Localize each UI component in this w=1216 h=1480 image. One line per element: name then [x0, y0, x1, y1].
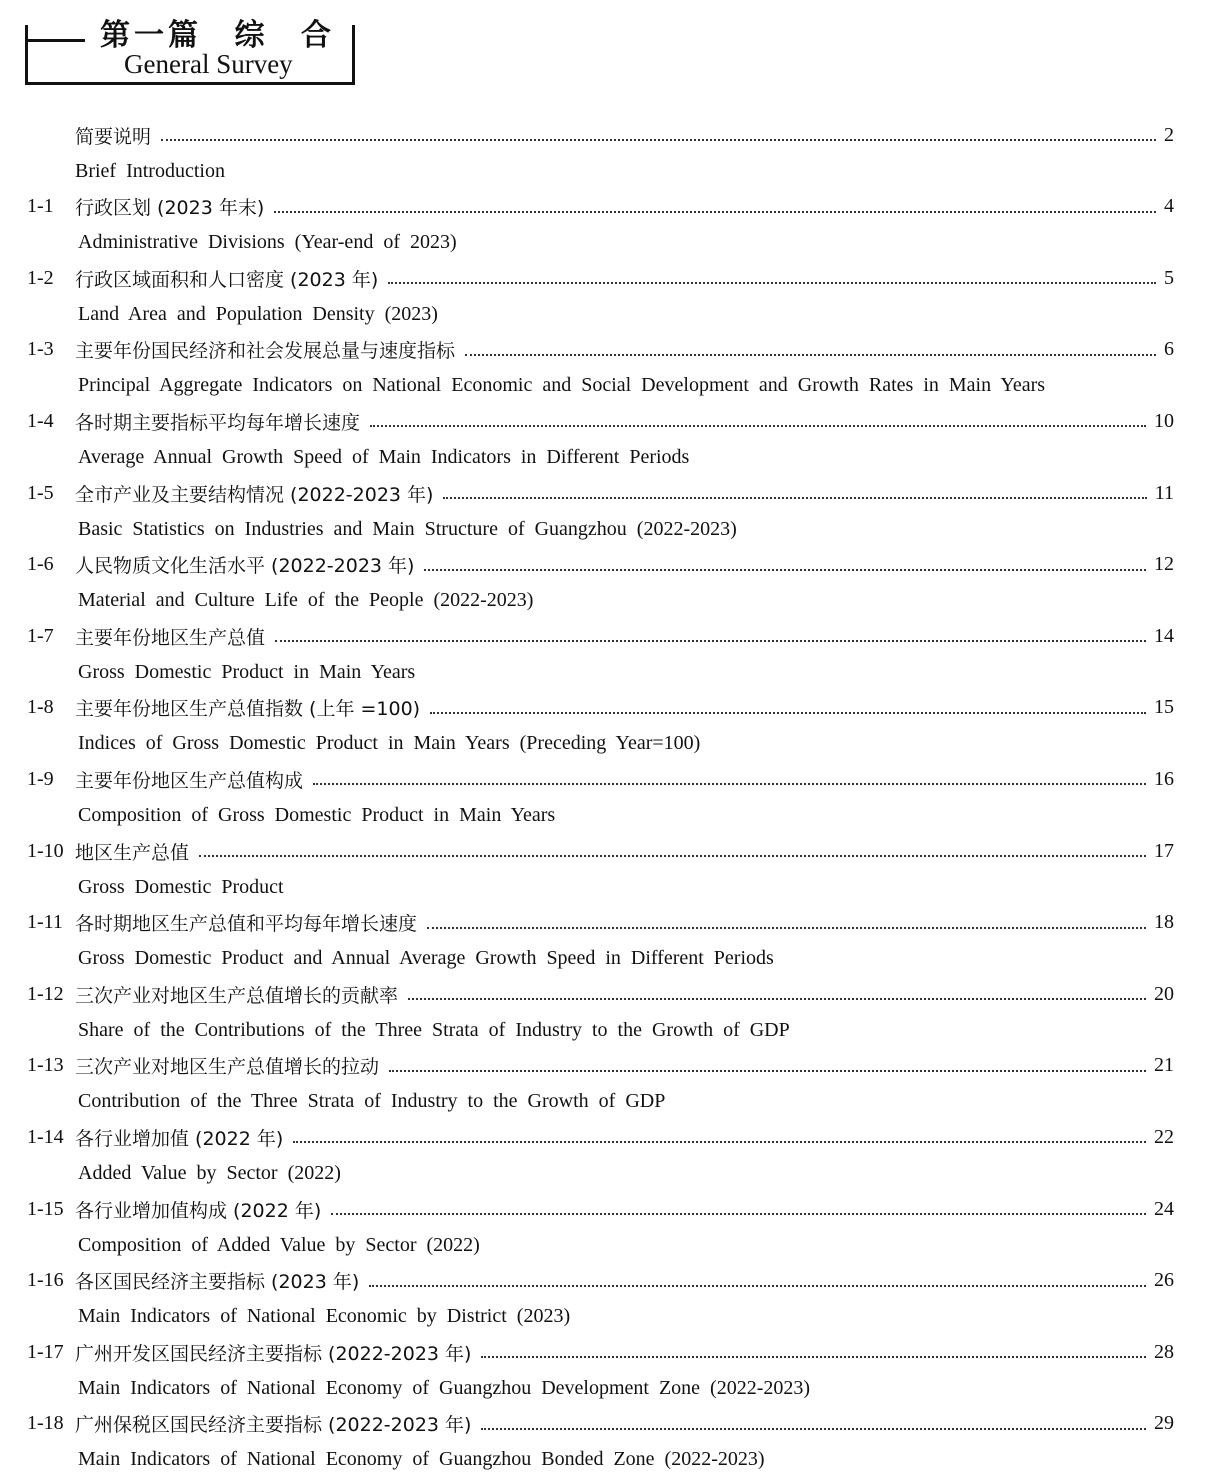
dot-leader — [331, 1211, 1146, 1215]
dot-leader — [481, 1354, 1146, 1358]
toc-entry-title-en: Indices of Gross Domestic Product in Main Years (Preceding Year=100) — [78, 732, 701, 755]
toc-entry[interactable] — [0, 1263, 1216, 1299]
toc-entry-title-en: Material and Culture Life of the People (2022-2023) — [78, 589, 534, 612]
toc-entry[interactable] — [0, 1334, 1216, 1370]
toc-entry-page: 4 — [1164, 195, 1174, 218]
toc-entry-title-cn: 各区国民经济主要指标 (2023 年) — [75, 1271, 360, 1294]
toc-entry-english-row — [0, 869, 1216, 905]
toc-entry-title-cn: 各行业增加值构成 (2022 年) — [75, 1199, 322, 1222]
toc-entry[interactable] — [0, 189, 1216, 225]
toc-entry-page: 24 — [1154, 1197, 1174, 1220]
toc-entry-english-row — [0, 1155, 1216, 1191]
toc-entry-number: 1-18 — [27, 1412, 64, 1435]
dot-leader — [481, 1426, 1146, 1430]
dot-leader — [465, 352, 1156, 356]
toc-entry-english-row — [0, 1227, 1216, 1263]
dot-leader — [313, 781, 1146, 785]
toc-entry[interactable] — [0, 1406, 1216, 1442]
toc-entry-title-cn: 简要说明 — [75, 125, 152, 148]
toc-entry-page: 20 — [1154, 982, 1174, 1005]
toc-entry-page: 18 — [1154, 911, 1174, 934]
toc-entry-title-cn: 三次产业对地区生产总值增长的贡献率 — [75, 984, 399, 1007]
toc-entry-page: 11 — [1154, 481, 1174, 504]
toc-entry-title-cn: 广州保税区国民经济主要指标 (2022-2023 年) — [75, 1414, 472, 1437]
toc-entry[interactable] — [0, 403, 1216, 439]
dot-leader — [370, 423, 1146, 427]
toc-entry-number: 1-7 — [27, 624, 54, 647]
toc-entry-page: 15 — [1154, 696, 1174, 719]
toc-entry-title-en: Brief Introduction — [75, 159, 225, 182]
toc-entry[interactable] — [0, 260, 1216, 296]
toc-entry-title-cn: 全市产业及主要结构情况 (2022-2023 年) — [75, 483, 434, 506]
toc-entry-page: 10 — [1154, 409, 1174, 432]
toc-entry-number: 1-12 — [27, 982, 64, 1005]
toc-entry-title-cn: 广州开发区国民经济主要指标 (2022-2023 年) — [75, 1342, 472, 1365]
toc-entry-title-cn: 主要年份地区生产总值指数 (上年 =100) — [75, 698, 421, 721]
toc-entry[interactable] — [0, 690, 1216, 726]
toc-entry-title-cn: 主要年份地区生产总值构成 — [75, 769, 304, 792]
toc-entry-number: 1-5 — [27, 481, 54, 504]
toc-entry[interactable] — [0, 332, 1216, 368]
toc-entry-title-cn: 行政区划 (2023 年末) — [75, 197, 265, 220]
toc-entry-english-row — [0, 1084, 1216, 1120]
toc-entry-title-en: Basic Statistics on Industries and Main Structure of Guangzhou (2022-2023) — [78, 517, 737, 540]
toc-entry-page: 21 — [1154, 1054, 1174, 1077]
toc-entry-title-en: Share of the Contributions of the Three Strata of Industry to the Growth of GDP — [78, 1018, 790, 1041]
dot-leader — [199, 853, 1146, 857]
toc-entry-title-en: Gross Domestic Product in Main Years — [78, 660, 416, 683]
toc-entry-title-cn: 各时期地区生产总值和平均每年增长速度 — [75, 913, 418, 936]
toc-entry-title-en: Main Indicators of National Economy of Guangzhou Bonded Zone (2022-2023) — [78, 1448, 765, 1471]
toc-entry-title-cn: 主要年份地区生产总值 — [75, 626, 266, 649]
dot-leader — [443, 495, 1147, 499]
toc-entry[interactable] — [0, 547, 1216, 583]
toc-entry-title-en: Principal Aggregate Indicators on National Economic and Social Development and Growth Rates in Main Years — [78, 374, 1046, 397]
toc-entry-page: 14 — [1154, 624, 1174, 647]
toc-entry[interactable] — [0, 976, 1216, 1012]
toc-entry-title-en: Composition of Added Value by Sector (2022) — [78, 1233, 480, 1256]
toc-entry-number: 1-11 — [27, 911, 63, 934]
toc-entry-title-cn: 各时期主要指标平均每年增长速度 — [75, 411, 361, 434]
dot-leader — [424, 567, 1146, 571]
toc-entry-title-cn: 主要年份国民经济和社会发展总量与速度指标 — [75, 340, 456, 363]
toc-entry-page: 6 — [1164, 338, 1174, 361]
toc-entry-page: 12 — [1154, 553, 1174, 576]
dot-leader — [408, 996, 1146, 1000]
toc-entry-page: 2 — [1164, 123, 1174, 146]
toc-entry-page: 17 — [1154, 839, 1174, 862]
toc-entry-english-row — [0, 1299, 1216, 1335]
toc-entry-english-row — [0, 368, 1216, 404]
toc-entry-page: 5 — [1164, 266, 1174, 289]
toc-entry-number: 1-1 — [27, 195, 54, 218]
toc-entry[interactable] — [0, 1119, 1216, 1155]
toc-entry-title-en: Average Annual Growth Speed of Main Indicators in Different Periods — [78, 445, 690, 468]
toc-entry-page: 16 — [1154, 767, 1174, 790]
section-title-en: General Survey — [124, 49, 293, 79]
toc-entry-page: 22 — [1154, 1125, 1174, 1148]
toc-entry-english-row — [0, 1442, 1216, 1478]
toc-entry-english-row — [0, 296, 1216, 332]
toc-entry-title-en: Composition of Gross Domestic Product in Main Years — [78, 803, 556, 826]
dot-leader — [369, 1283, 1146, 1287]
toc-entry[interactable] — [0, 1048, 1216, 1084]
toc-entry-title-cn: 行政区域面积和人口密度 (2023 年) — [75, 268, 379, 291]
toc-entry-page: 29 — [1154, 1412, 1174, 1435]
dot-leader — [274, 209, 1156, 213]
toc-entry-english-row — [0, 225, 1216, 261]
toc-entry-english-row — [0, 439, 1216, 475]
toc-entry-title-cn: 地区生产总值 — [75, 841, 190, 864]
dot-leader — [427, 925, 1146, 929]
toc-entry[interactable] — [0, 905, 1216, 941]
toc-entry-title-en: Main Indicators of National Economic by District (2023) — [78, 1305, 571, 1328]
toc-entry-title-cn: 各行业增加值 (2022 年) — [75, 1127, 284, 1150]
dot-leader — [389, 1068, 1146, 1072]
toc-entry-number: 1-8 — [27, 696, 54, 719]
toc-entry[interactable] — [0, 761, 1216, 797]
toc-entry-title-en: Administrative Divisions (Year-end of 2023) — [78, 231, 457, 254]
toc-entry[interactable] — [0, 117, 1216, 153]
toc-entry-number: 1-14 — [27, 1125, 64, 1148]
toc-entry-number: 1-9 — [27, 767, 54, 790]
toc-entry-english-row — [0, 654, 1216, 690]
toc-entry-title-en: Land Area and Population Density (2023) — [78, 302, 438, 325]
toc-entry-english-row — [0, 797, 1216, 833]
toc-entry-number: 1-16 — [27, 1269, 64, 1292]
toc-entry-number: 1-2 — [27, 266, 54, 289]
dot-leader — [430, 710, 1146, 714]
toc-entry-english-row — [0, 583, 1216, 619]
toc-entry[interactable] — [0, 833, 1216, 869]
toc-entry-page: 26 — [1154, 1269, 1174, 1292]
toc-entry-english-row — [0, 726, 1216, 762]
toc-entry-number: 1-6 — [27, 553, 54, 576]
toc-entry-number: 1-3 — [27, 338, 54, 361]
toc-entry-number: 1-4 — [27, 409, 54, 432]
toc-entry[interactable] — [0, 475, 1216, 511]
toc-entry-number: 1-13 — [27, 1054, 64, 1077]
dot-leader — [293, 1139, 1146, 1143]
dot-leader — [388, 280, 1156, 284]
toc-entry-title-cn: 三次产业对地区生产总值增长的拉动 — [75, 1056, 380, 1079]
toc-entry-english-row — [0, 1370, 1216, 1406]
toc-entry-title-en: Gross Domestic Product and Annual Average Growth Speed in Different Periods — [78, 947, 774, 970]
section-title-cn: 第一篇 综 合 — [100, 18, 335, 53]
toc-entry-english-row — [0, 1012, 1216, 1048]
toc-entry[interactable] — [0, 1191, 1216, 1227]
toc-entry-english-row — [0, 941, 1216, 977]
toc-entry-number: 1-15 — [27, 1197, 64, 1220]
dot-leader — [275, 638, 1146, 642]
toc-entry-page: 28 — [1154, 1340, 1174, 1363]
dot-leader — [161, 137, 1156, 141]
toc-entry-title-en: Added Value by Sector (2022) — [78, 1161, 341, 1184]
toc-entry-title-en: Contribution of the Three Strata of Industry to the Growth of GDP — [78, 1090, 666, 1113]
toc-entry-title-en: Main Indicators of National Economy of Guangzhou Development Zone (2022-2023) — [78, 1376, 811, 1399]
toc-entry-title-en: Gross Domestic Product — [78, 875, 284, 898]
toc-entry[interactable] — [0, 618, 1216, 654]
toc-entry-number: 1-17 — [27, 1340, 64, 1363]
toc-entry-english-row — [0, 153, 1216, 189]
toc-entry-number: 1-10 — [27, 839, 64, 862]
toc-entry-title-cn: 人民物质文化生活水平 (2022-2023 年) — [75, 555, 415, 578]
toc-entry-english-row — [0, 511, 1216, 547]
